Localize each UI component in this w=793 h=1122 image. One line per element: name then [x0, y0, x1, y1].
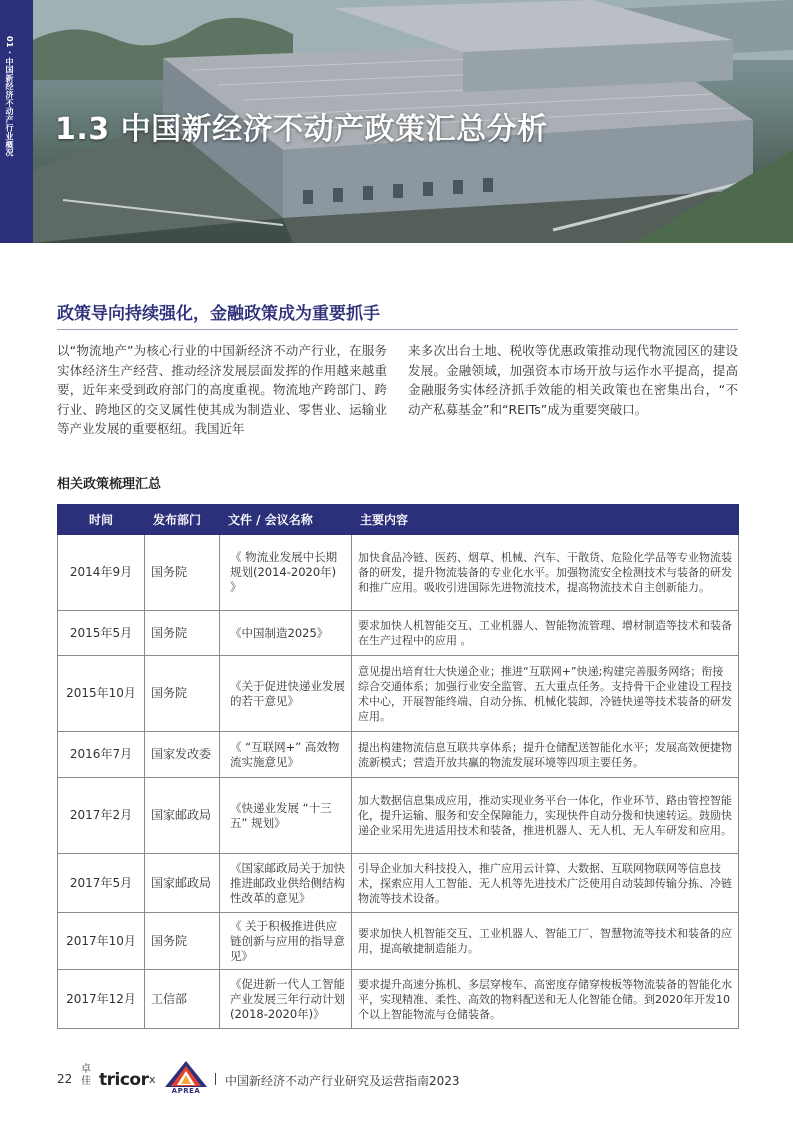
cell-content: 要求加快人机智能交互、工业机器人、智能工厂、智慧物流等技术和装备的应用，提高敏捷制造能力。	[352, 913, 739, 970]
table-row	[58, 732, 739, 778]
cell-doc: 《国家邮政局关于加快推进邮政业供给侧结构性改革的意见》	[220, 854, 352, 913]
cell-time: 2017年10月	[58, 913, 145, 970]
cell-doc: 《 关于积极推进供应链创新与应用的指导意见》	[220, 913, 352, 970]
cell-dept: 国家邮政局	[145, 778, 220, 854]
aprea-triangle-icon	[163, 1060, 209, 1088]
cell-dept: 工信部	[145, 970, 220, 1029]
section-subheading: 政策导向持续强化，金融政策成为重要抓手	[57, 304, 380, 324]
cell-dept: 国务院	[145, 611, 220, 656]
cell-dept: 国务院	[145, 913, 220, 970]
cell-content: 加快食品冷链、医药、烟草、机械、汽车、干散货、危险化学品等专业物流装备的研发，提升物流装备的专业化水平。加强物流安全检测技术与装备的研发和推广应用。吸收引进国际先进物流技术，提高物流技术自主创新能力。	[352, 535, 739, 611]
header-content: 主要内容	[352, 505, 739, 535]
logo-separator: x	[149, 1073, 156, 1086]
header-time: 时间	[58, 505, 145, 535]
cell-doc: 《促进新一代人工智能产业发展三年行动计划(2018-2020年)》	[220, 970, 352, 1029]
page-number: 22	[57, 1072, 73, 1086]
hero-banner	[33, 0, 793, 243]
tricor-seal-text: 卓佳	[81, 1064, 91, 1087]
cell-content: 意见提出培育壮大快递企业；推进“互联网+”快递;构建完善服务网络；衔接综合交通体系；加强行业安全监管、五大重点任务。支持骨干企业建设工程技术中心，开展智能终端、自动分拣、机械化装卸、冷链快递等技术装备的研发应用。	[352, 656, 739, 732]
table-row	[58, 913, 739, 970]
cell-content: 要求提升高速分拣机、多层穿梭车、高密度存储穿梭板等物流装备的智能化水平，实现精准、柔性、高效的物料配送和无人化智能仓储。到2020年开发10个以上智能物流与仓储装备。	[352, 970, 739, 1029]
table-row	[58, 656, 739, 732]
side-strip	[0, 0, 33, 243]
aprea-logo	[163, 1060, 209, 1096]
cell-time: 2016年7月	[58, 732, 145, 778]
table-row	[58, 778, 739, 854]
cell-dept: 国务院	[145, 535, 220, 611]
header-doc: 文件 / 会议名称	[220, 505, 352, 535]
page-footer	[57, 1060, 738, 1096]
cell-doc: 《快递业发展 “十三五” 规划》	[220, 778, 352, 854]
cell-time: 2017年2月	[58, 778, 145, 854]
cell-dept: 国务院	[145, 656, 220, 732]
table-row	[58, 970, 739, 1029]
table-heading: 相关政策梳理汇总	[57, 477, 162, 492]
cell-content: 加大数据信息集成应用，推动实现业务平台一体化，作业环节、路由管控智能化，提升运输、服务和安全保障能力，实现快件自动分拨和快速转运。鼓励快递企业采用先进适用技术和装备，推进机器人、无人机、无人车研发和应用。	[352, 778, 739, 854]
report-title: 中国新经济不动产行业研究及运营指南2023	[225, 1074, 460, 1088]
table-row	[58, 611, 739, 656]
cell-content: 引导企业加大科技投入，推广应用云计算、大数据、互联网物联网等信息技术，探索应用人工智能、无人机等先进技术广泛使用自动装卸传输分拣、冷链物流等技术设备。	[352, 854, 739, 913]
cell-doc: 《中国制造2025》	[220, 611, 352, 656]
footer-divider	[215, 1073, 216, 1085]
table-row	[58, 535, 739, 611]
cell-doc: 《 “互联网+” 高效物流实施意见》	[220, 732, 352, 778]
cell-doc: 《关于促进快递业发展的若干意见》	[220, 656, 352, 732]
cell-time: 2014年9月	[58, 535, 145, 611]
cell-time: 2017年5月	[58, 854, 145, 913]
table-row	[58, 854, 739, 913]
cell-time: 2015年10月	[58, 656, 145, 732]
page-title: 1.3 中国新经济不动产政策汇总分析	[55, 112, 548, 147]
side-chapter-label: 01 · 中国新经济不动产行业概况	[5, 36, 14, 157]
intro-paragraph-left: 以“物流地产”为核心行业的中国新经济不动产行业，在服务实体经济生产经营、推动经济发展层面发挥的作用越来越重要，近年来受到政府部门的高度重视。物流地产跨部门、跨行业、跨地区的交叉属性使其成为制造业、零售业、运输业等产业发展的重要枢纽。我国近年	[57, 343, 387, 436]
cell-doc: 《 物流业发展中长期规划(2014-2020年) 》	[220, 535, 352, 611]
cell-dept: 国家邮政局	[145, 854, 220, 913]
subheading-divider	[57, 329, 738, 330]
intro-paragraph-right: 来多次出台土地、税收等优惠政策推动现代物流园区的建设发展。金融领域，加强资本市场开放与运作水平提高，提高金融服务实体经济抓手效能的相关政策也在密集出台，“不动产私募基金”和“REITs”成为重要突破口。	[408, 343, 738, 417]
tricor-wordmark: tricor	[99, 1070, 149, 1090]
policy-table	[57, 504, 739, 1029]
header-dept: 发布部门	[145, 505, 220, 535]
aprea-wordmark: APREA	[171, 1087, 201, 1095]
cell-content: 要求加快人机智能交互、工业机器人、智能物流管理、增材制造等技术和装备在生产过程中的应用 。	[352, 611, 739, 656]
cell-time: 2017年12月	[58, 970, 145, 1029]
cell-time: 2015年5月	[58, 611, 145, 656]
cell-content: 提出构建物流信息互联共享体系；提升仓储配送智能化水平；发展高效便捷物流新模式；营造开放共赢的物流发展环境等四项主要任务。	[352, 732, 739, 778]
table-header-row	[58, 505, 739, 535]
cell-dept: 国家发改委	[145, 732, 220, 778]
